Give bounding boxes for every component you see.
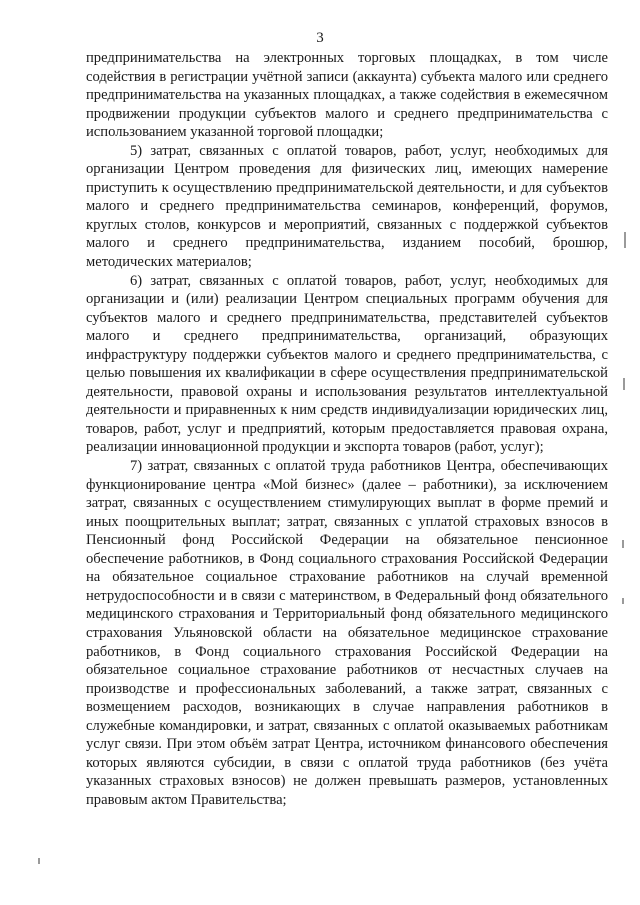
scan-artifact xyxy=(622,540,624,548)
paragraph: предпринимательства на электронных торговых площадках, в том числе содействия в регистрации учётной записи (аккаунта) субъекта малого или среднего предпринимательства на указанных площадках, а также содействия в ежемесячном продвижении продукции субъектов малого и среднего предпринимательства с использованием указанной торговой площадки; xyxy=(86,50,608,141)
document-body xyxy=(86,49,608,809)
paragraph: 6) затрат, связанных с оплатой товаров, работ, услуг, необходимых для организации и (или) реализации Центром специальных программ обучения для субъектов малого и среднего предпринимательства, представителей субъектов малого и среднего предпринимательства, организаций, образующих инфраструктуру поддержки субъектов малого и среднего предпринимательства, с целью повышения их квалификации в сфере осуществления предпринимательской деятельности, правовой охраны и использования результатов интеллектуальной деятельности и приравненных к ним средств индивидуализации юридических лиц, товаров, работ, услуг и предприятий, которым предоставляется правовая охрана, реализации инновационной продукции и экспорта товаров (работ, услуг); xyxy=(86,272,608,456)
scan-artifact xyxy=(624,232,626,248)
page-number: 3 xyxy=(316,30,324,46)
scan-artifact xyxy=(38,858,40,864)
scan-artifact xyxy=(622,598,624,604)
scan-artifact xyxy=(623,378,625,390)
paragraph: 7) затрат, связанных с оплатой труда работников Центра, обеспечивающих функционирование центра «Мой бизнес» (далее – работники), за исключением затрат, связанных с осуществлением стимулирующих выплат в форме премий и иных поощрительных выплат; затрат, связанных с уплатой страховых взносов в Пенсионный фонд Российской Федерации на обязательное пенсионное обеспечение работников, в Фонд социального страхования Российской Федерации на обязательное социальное страхование работников на случай временной нетрудоспособности и в связи с материнством, в Федеральный фонд обязательного медицинского страхования и Территориальный фонд обязательного медицинского страхования Ульяновской области на обязательное медицинское страхование работников, в Фонд социального страхования Российской Федерации на обязательное социальное страхование работников от несчастных случаев на производстве и профессиональных заболеваний, а также затрат, связанных с возмещением расходов, возникающих в случае направления работников в служебные командировки, и затрат, связанных с оплатой оказываемых работникам услуг связи. При этом объём затрат Центра, источником финансового обеспечения которых являются субсидии, в связи с оплатой труда работников (без учёта указанных страховых взносов) не должен превышать размеров, установленных правовым актом Правительства; xyxy=(86,458,608,808)
paragraph: 5) затрат, связанных с оплатой товаров, работ, услуг, необходимых для организации Центром проведения для физических лиц, имеющих намерение приступить к осуществлению предпринимательской деятельности, и для субъектов малого и среднего предпринимательства семинаров, конференций, форумов, круглых столов, конкурсов и мероприятий, связанных с поддержкой субъектов малого и среднего предпринимательства, изданием пособий, брошюр, методических материалов; xyxy=(86,142,608,271)
